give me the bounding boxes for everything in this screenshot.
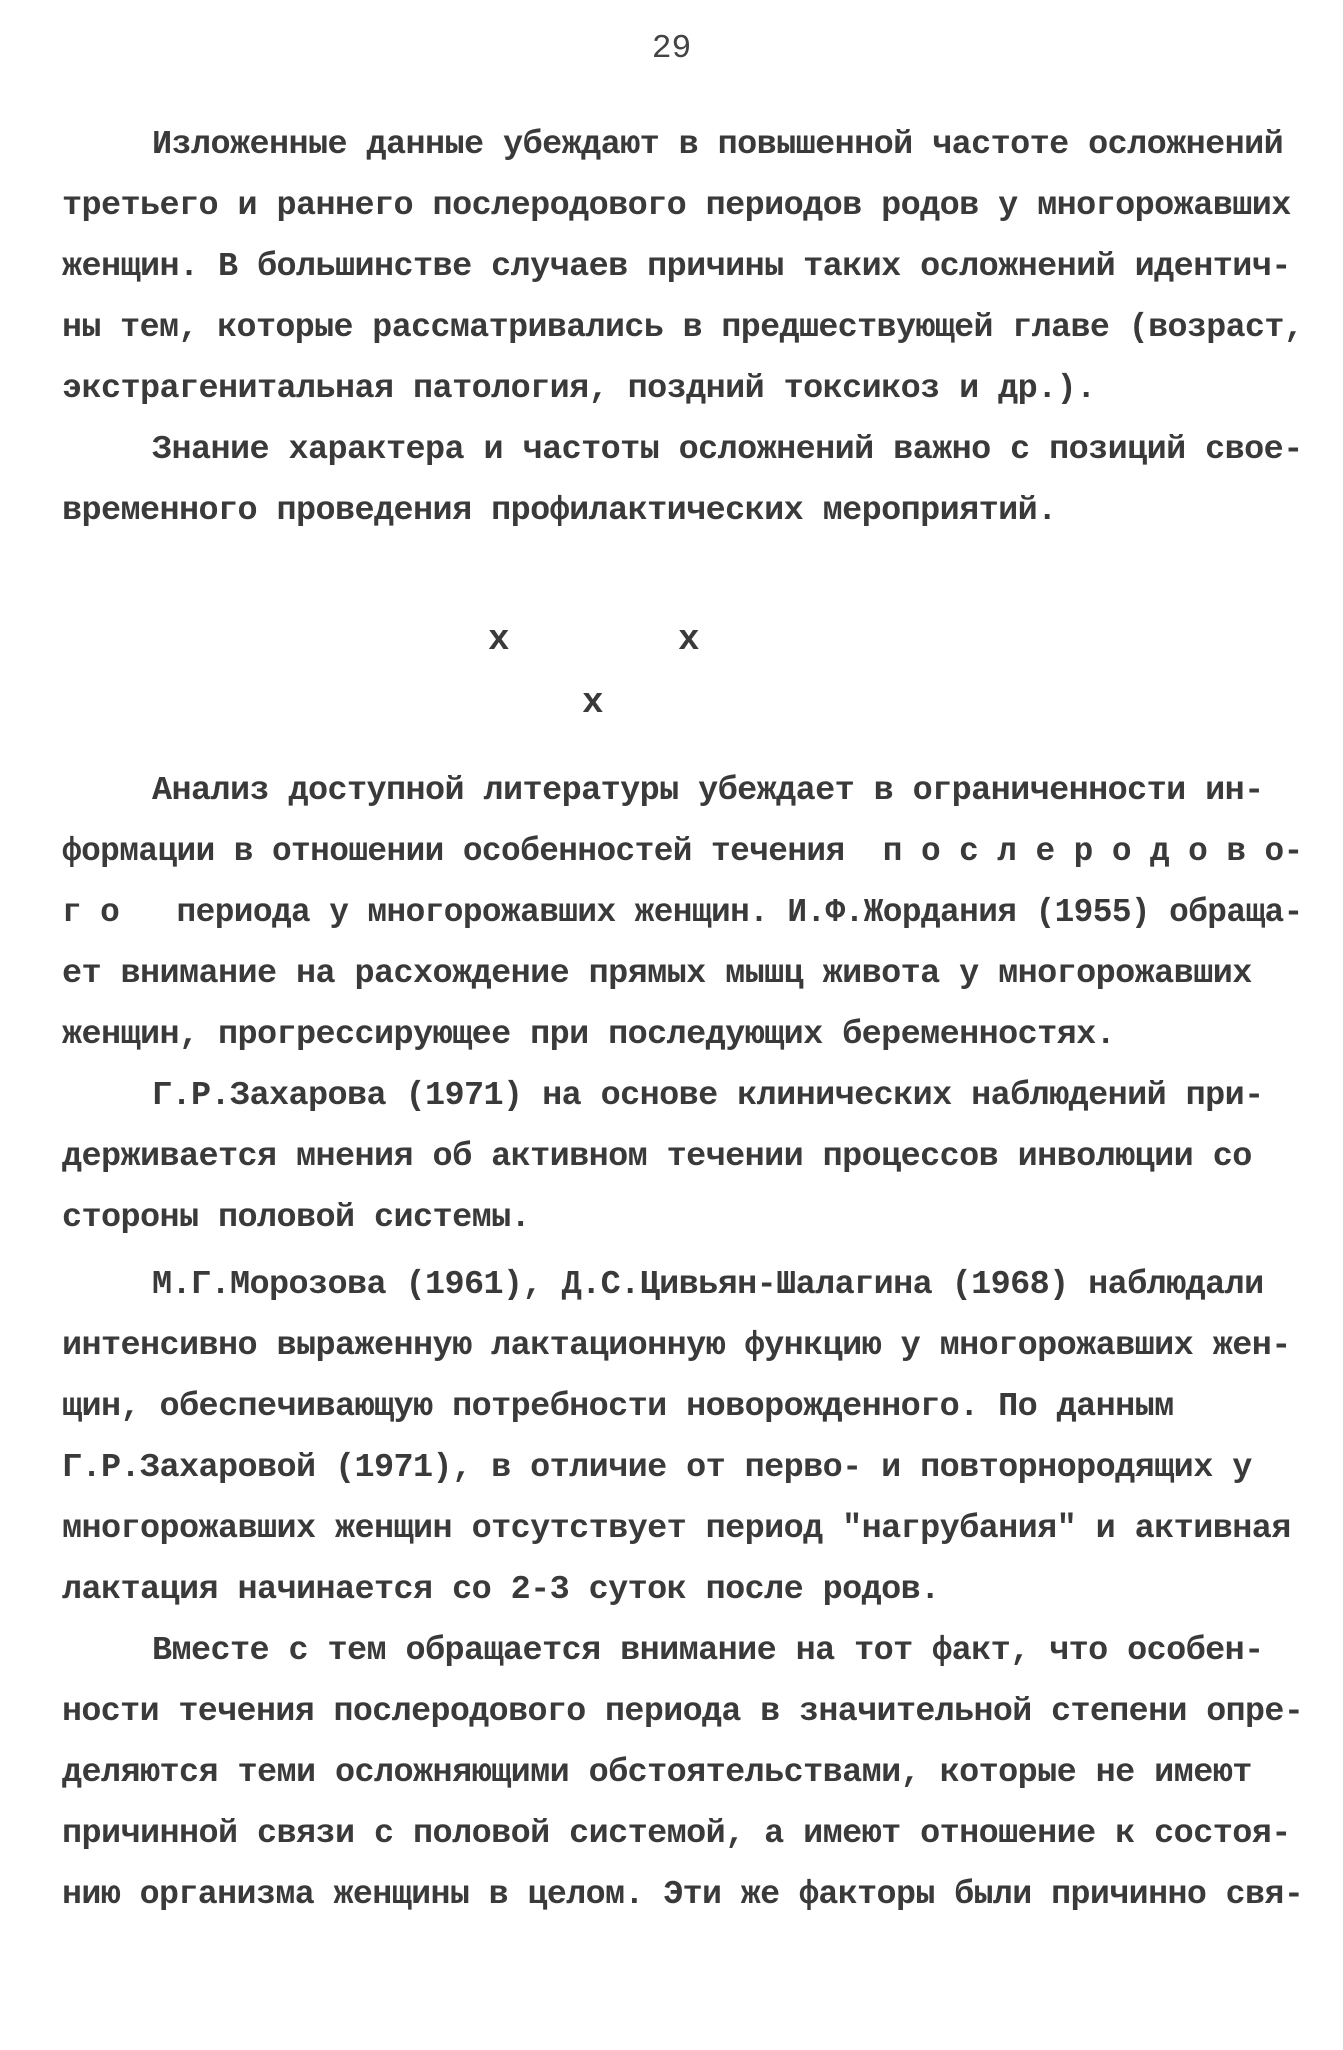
- paragraph-3-line-2: формации в отношении особенностей течения п о с л е р о д о в о-: [62, 833, 1303, 871]
- paragraph-4-line-1: Г.Р.Захарова (1971) на основе клинических наблюдений при-: [152, 1077, 1264, 1115]
- separator-mark-bottom: x: [582, 682, 604, 723]
- paragraph-5-line-4: Г.Р.Захаровой (1971), в отличие от перво- и повторнородящих у: [62, 1449, 1252, 1487]
- paragraph-2-line-2: временного проведения профилактических мероприятий.: [62, 492, 1057, 530]
- paragraph-5-line-5: многорожавших женщин отсутствует период "нагрубания" и активная: [62, 1510, 1291, 1548]
- paragraph-5-line-6: лактация начинается со 2-3 суток после родов.: [62, 1571, 940, 1609]
- paragraph-3-line-1: Анализ доступной литературы убеждает в ограниченности ин-: [152, 772, 1264, 810]
- paragraph-1-line-2: третьего и раннего послеродового периодов родов у многорожавших: [62, 187, 1291, 225]
- paragraph-6-line-2: ности течения послеродового периода в значительной степени опре-: [62, 1693, 1304, 1731]
- paragraph-6-line-5: нию организма женщины в целом. Эти же факторы были причинно свя-: [62, 1876, 1304, 1914]
- paragraph-1-line-1: Изложенные данные убеждают в повышенной частоте осложнений: [152, 126, 1284, 164]
- paragraph-6-line-4: причинной связи с половой системой, а имеют отношение к состоя-: [62, 1815, 1291, 1853]
- paragraph-3-line-3: г о периода у многорожавших женщин. И.Ф.Жордания (1955) обраща-: [62, 894, 1303, 932]
- paragraph-1-line-4: ны тем, которые рассматривались в предшествующей главе (возраст,: [62, 309, 1304, 347]
- paragraph-6-line-3: деляются теми осложняющими обстоятельствами, которые не имеют: [62, 1754, 1252, 1792]
- paragraph-5-line-3: щин, обеспечивающую потребности новорожденного. По данным: [62, 1388, 1174, 1426]
- paragraph-1-line-5: экстрагенитальная патология, поздний токсикоз и др.).: [62, 370, 1096, 408]
- paragraph-1-line-3: женщин. В большинстве случаев причины таких осложнений идентич-: [62, 248, 1291, 286]
- paragraph-2-line-1: Знание характера и частоты осложнений важно с позиций свое-: [152, 431, 1303, 469]
- separator-mark-right: x: [678, 619, 700, 660]
- paragraph-6-line-1: Вместе с тем обращается внимание на тот факт, что особен-: [152, 1632, 1264, 1670]
- paragraph-4-line-3: стороны половой системы.: [62, 1199, 531, 1237]
- paragraph-4-line-2: держивается мнения об активном течении процессов инволюции со: [62, 1138, 1252, 1176]
- page-number: 29: [651, 30, 692, 67]
- separator-mark-left: x: [488, 619, 510, 660]
- paragraph-3-line-4: ет внимание на расхождение прямых мышц живота у многорожавших: [62, 955, 1252, 993]
- paragraph-3-line-5: женщин, прогрессирующее при последующих беременностях.: [62, 1016, 1116, 1054]
- paragraph-5-line-1: М.Г.Морозова (1961), Д.С.Цивьян-Шалагина (1968) наблюдали: [152, 1266, 1264, 1304]
- paragraph-5-line-2: интенсивно выраженную лактационную функцию у многорожавших жен-: [62, 1327, 1291, 1365]
